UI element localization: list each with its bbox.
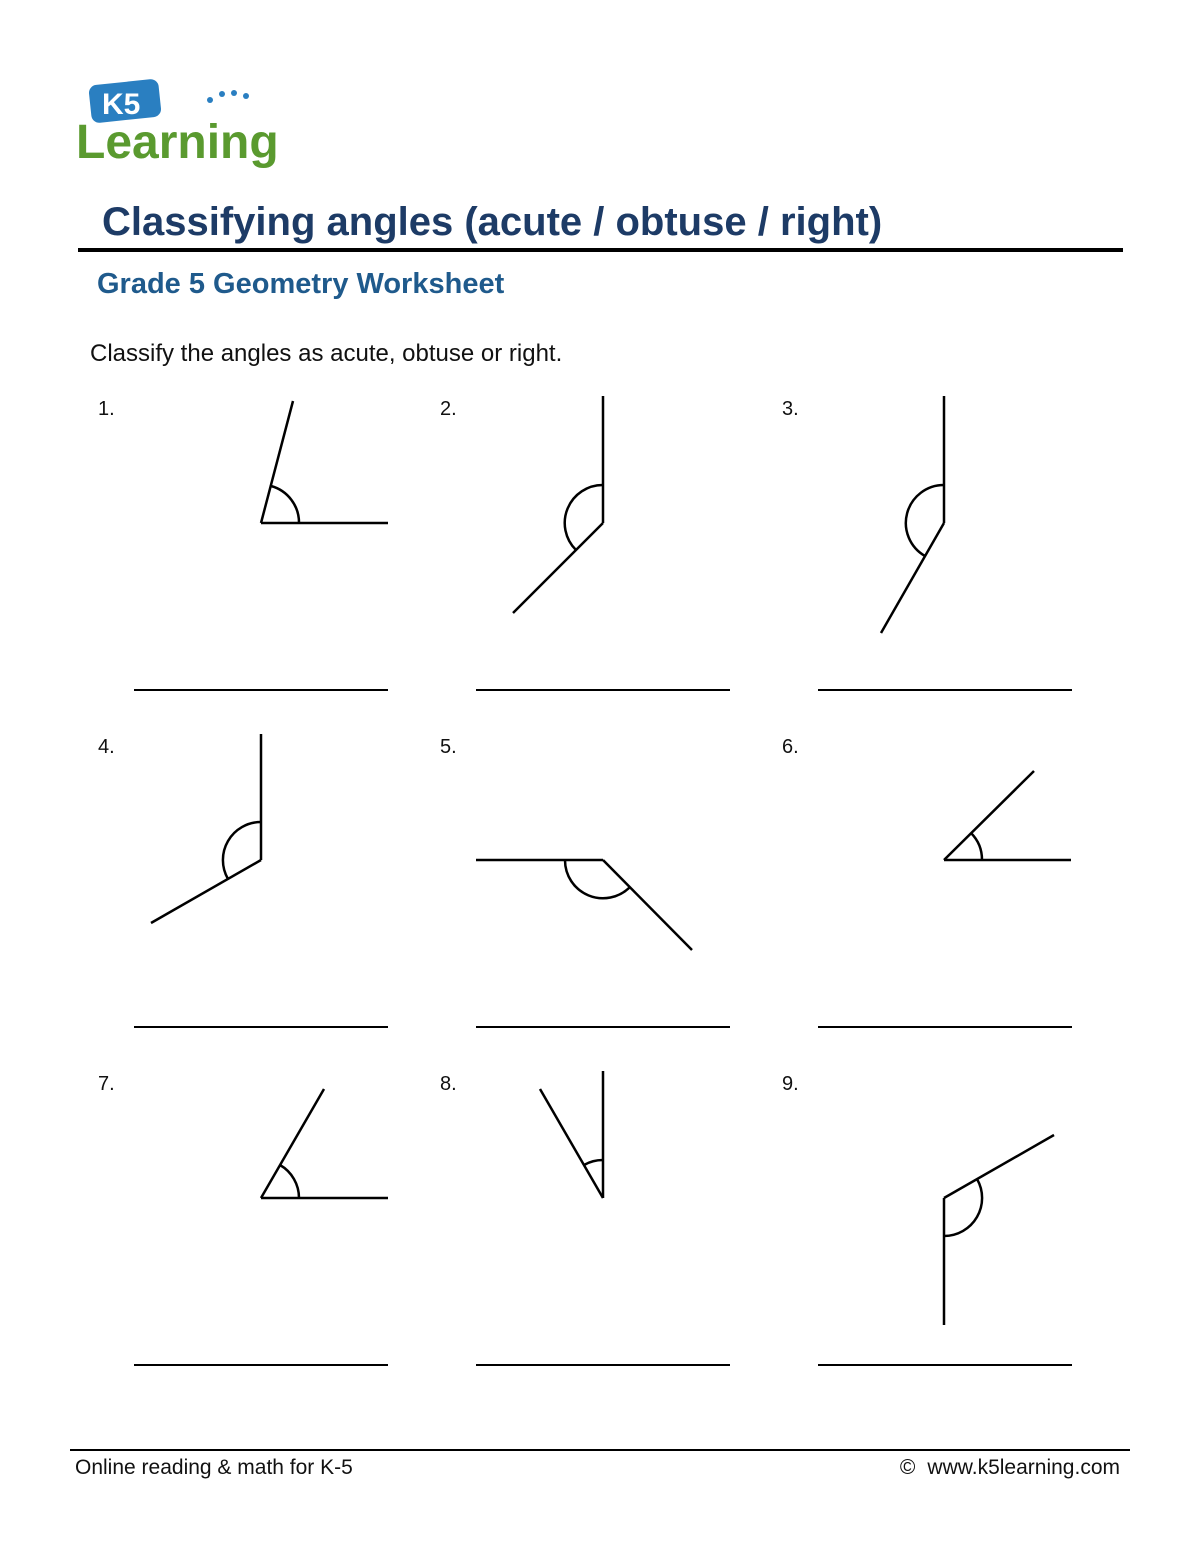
answer-line-6[interactable] <box>818 1026 1072 1028</box>
answer-line-3[interactable] <box>818 689 1072 691</box>
angle-figure-6 <box>944 771 1071 860</box>
instructions: Classify the angles as acute, obtuse or right. <box>90 340 563 367</box>
answer-line-7[interactable] <box>134 1364 388 1366</box>
logo-k5-text: K5 <box>102 88 141 121</box>
problem-number-7: 7. <box>98 1073 115 1095</box>
angle-figure-5 <box>476 860 692 950</box>
answer-line-2[interactable] <box>476 689 730 691</box>
problem-number-8: 8. <box>440 1073 457 1095</box>
answer-line-4[interactable] <box>134 1026 388 1028</box>
problem-number-9: 9. <box>782 1073 799 1095</box>
problem-number-3: 3. <box>782 398 799 420</box>
logo-learning-text: Learning <box>76 116 279 169</box>
problem-number-6: 6. <box>782 736 799 758</box>
angle-figure-9 <box>944 1135 1054 1325</box>
angle-figure-4 <box>151 734 261 923</box>
footer-website <box>900 1456 1120 1480</box>
footer-tagline: Online reading & math for K-5 <box>75 1456 353 1479</box>
footer-divider <box>70 1449 1130 1451</box>
footer-website-url: www.k5learning.com <box>927 1456 1120 1479</box>
answer-line-9[interactable] <box>818 1364 1072 1366</box>
problem-number-4: 4. <box>98 736 115 758</box>
angle-figure-8 <box>540 1071 603 1198</box>
page-title: Classifying angles (acute / obtuse / right) <box>102 200 883 244</box>
problem-number-2: 2. <box>440 398 457 420</box>
answer-line-5[interactable] <box>476 1026 730 1028</box>
problem-number-5: 5. <box>440 736 457 758</box>
answer-line-1[interactable] <box>134 689 388 691</box>
problem-number-1: 1. <box>98 398 115 420</box>
page-subtitle: Grade 5 Geometry Worksheet <box>97 268 505 300</box>
angle-figure-1 <box>261 401 388 523</box>
angle-figure-7 <box>261 1089 388 1198</box>
copyright-icon: © <box>899 1456 916 1479</box>
angle-figure-3 <box>881 396 944 633</box>
answer-line-8[interactable] <box>476 1364 730 1366</box>
angle-figure-2 <box>513 396 603 613</box>
